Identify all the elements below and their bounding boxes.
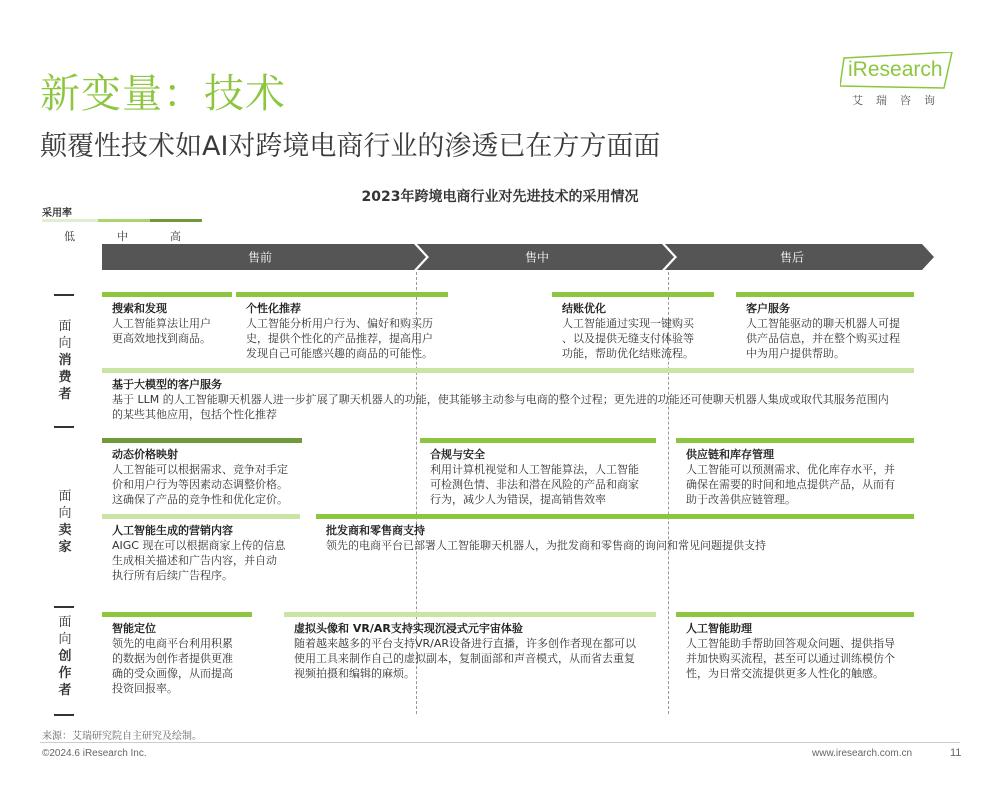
page-title: 新变量：技术 <box>40 71 286 117</box>
card-search-discovery <box>102 292 232 346</box>
adoption-bar <box>676 612 914 617</box>
footer-divider <box>40 742 960 743</box>
card-title: 个性化推荐 <box>246 302 301 315</box>
card-line: 执行所有后续广告程序。 <box>112 569 233 582</box>
adoption-bar <box>736 292 914 297</box>
card-line: 领先的电商平台利用积累 <box>112 637 233 650</box>
card-title: 人工智能助理 <box>686 622 752 635</box>
card-line: 的数据为创作者提供更准 <box>112 652 233 665</box>
card-personalized-recommendation <box>236 292 448 361</box>
card-line: 这确保了产品的竞争性和优化定价。 <box>112 493 288 506</box>
card-line: 并加快购买流程，甚至可以通过训练模仿个 <box>686 652 895 665</box>
card-wholesale-support <box>316 514 914 553</box>
card-line: 生成相关描述和广告内容，并自动 <box>112 554 277 567</box>
row-label-creator: 面 向 创 作 者 <box>58 615 72 698</box>
website-link[interactable]: www.iresearch.com.cn <box>812 748 913 759</box>
card-line: 价和用户行为等因素动态调整价格。 <box>112 478 288 491</box>
card-dynamic-pricing <box>102 438 302 507</box>
card-line: 人工智能分析用户行为、偏好和购买历 <box>246 317 433 330</box>
card-virtual-avatar-vr-ar <box>284 612 656 681</box>
card-line: 人工智能可以预测需求、优化库存水平，并 <box>686 463 895 476</box>
card-line: 随着越来越多的平台支持VR/AR设备进行直播，许多创作者现在都可以 <box>294 637 637 650</box>
card-line: 人工智能助手帮助回答观众问题、提供指导 <box>686 637 895 650</box>
logo-text: iResearch <box>848 58 943 81</box>
row-divider <box>54 606 74 608</box>
adoption-bar <box>552 292 714 297</box>
card-line: 助于改善供应链管理。 <box>686 493 796 506</box>
legend-high: 高 <box>170 230 181 243</box>
card-line: 人工智能可以根据需求、竞争对手定 <box>112 463 288 476</box>
adoption-bar <box>102 514 300 519</box>
legend-bar-high <box>150 219 202 222</box>
row-divider <box>54 294 74 296</box>
source-note: 来源：艾瑞研究院自主研究及绘制。 <box>42 731 202 742</box>
adoption-bar <box>236 292 448 297</box>
card-title: 搜索和发现 <box>112 302 167 315</box>
legend-bar-mid <box>98 219 150 222</box>
card-title: 供应链和库存管理 <box>686 448 774 461</box>
card-compliance-security <box>420 438 656 507</box>
card-line: 人工智能算法让用户 <box>112 317 211 330</box>
card-title: 人工智能生成的营销内容 <box>112 524 233 537</box>
card-line: 史，提供个性化的产品推荐，提高用户 <box>246 332 433 345</box>
card-line: AIGC 现在可以根据商家上传的信息 <box>112 539 286 552</box>
card-line: 中为用户提供帮助。 <box>746 347 845 360</box>
adoption-bar <box>420 438 656 443</box>
card-title: 结账优化 <box>562 302 606 315</box>
card-line: 利用计算机视觉和人工智能算法，人工智能 <box>430 463 639 476</box>
page-number: 11 <box>950 747 962 759</box>
card-line: 、以及提供无缝支付体验等 <box>562 332 694 345</box>
iresearch-logo <box>840 52 960 112</box>
phase-aftersale: 售后 <box>779 250 805 265</box>
card-checkout-optimization <box>552 292 714 361</box>
adoption-bar <box>102 292 232 297</box>
card-line: 视频拍摄和编辑的麻烦。 <box>294 667 415 680</box>
adoption-bar <box>316 514 914 519</box>
copyright: ©2024.6 iResearch Inc. <box>42 748 147 759</box>
card-line: 发现自己可能感兴趣的商品的可能性。 <box>246 347 433 360</box>
card-line: 的某些其他应用，包括个性化推荐 <box>112 408 277 421</box>
card-line: 领先的电商平台已部署人工智能聊天机器人，为批发商和零售商的询问和常见问题提供支持 <box>326 539 766 552</box>
card-title: 基于大模型的客户服务 <box>112 378 222 391</box>
adoption-bar <box>102 612 252 617</box>
card-line: 功能，帮助优化结账流程。 <box>562 347 694 360</box>
adoption-bar <box>284 612 656 617</box>
adoption-bar <box>102 438 302 443</box>
card-llm-customer-service <box>102 368 914 422</box>
card-line: 人工智能通过实现一键购买 <box>562 317 694 330</box>
card-supply-chain <box>676 438 914 507</box>
card-title: 批发商和零售商支持 <box>326 524 425 537</box>
card-line: 行为，减少人为错误，提高销售效率 <box>430 493 606 506</box>
card-line: 人工智能驱动的聊天机器人可提 <box>746 317 900 330</box>
card-title: 客户服务 <box>746 302 790 315</box>
page-subtitle: 颠覆性技术如AI对跨境电商行业的渗透已在方方面面 <box>40 131 661 162</box>
card-title: 动态价格映射 <box>112 448 178 461</box>
row-label-seller: 面 向 卖 家 <box>58 489 72 555</box>
card-customer-service <box>736 292 914 361</box>
card-line: 供产品信息，并在整个购买过程 <box>746 332 900 345</box>
phase-insale: 售中 <box>524 250 550 265</box>
card-title: 智能定位 <box>112 622 156 635</box>
row-divider <box>54 714 74 716</box>
card-line: 基于 LLM 的人工智能聊天机器人进一步扩展了聊天机器人的功能，使其能够主动参与电商的整个过程；更先进的功能还可使聊天机器人集成或取代其服务范围内 <box>112 393 889 406</box>
row-divider <box>54 426 74 428</box>
card-line: 使用工具来制作自己的虚拟副本，复制面部和声音模式，从而省去重复 <box>294 652 635 665</box>
card-line: 投资回报率。 <box>112 682 178 695</box>
phase-arrow-bar <box>102 244 934 270</box>
card-ai-assistant <box>676 612 914 681</box>
phase-presale: 售前 <box>247 250 273 265</box>
card-title: 虚拟头像和 VR/AR支持实现沉浸式元宇宙体验 <box>294 622 523 635</box>
card-line: 可检测色情、非法和潜在风险的产品和商家 <box>430 478 639 491</box>
legend-label: 采用率 <box>42 208 72 219</box>
legend-mid: 中 <box>117 230 128 243</box>
card-title: 合规与安全 <box>430 448 485 461</box>
card-line: 确保在需要的时间和地点提供产品，从而有 <box>686 478 895 491</box>
card-aigc-marketing <box>102 514 300 583</box>
chart-title: 2023年跨境电商行业对先进技术的采用情况 <box>361 189 639 205</box>
legend-bar-low <box>42 219 98 222</box>
logo-subtext: 艾瑞咨询 <box>852 94 948 107</box>
row-label-consumer: 面 向 消 费 者 <box>58 319 72 402</box>
adoption-bar <box>676 438 914 443</box>
card-line: 确的受众画像，从而提高 <box>112 667 233 680</box>
card-line: 更高效地找到商品。 <box>112 332 211 345</box>
adoption-bar <box>102 368 914 373</box>
card-line: 性，为日常交流提供更多人性化的触感。 <box>686 667 884 680</box>
card-smart-positioning <box>102 612 252 696</box>
legend-low: 低 <box>64 230 75 243</box>
